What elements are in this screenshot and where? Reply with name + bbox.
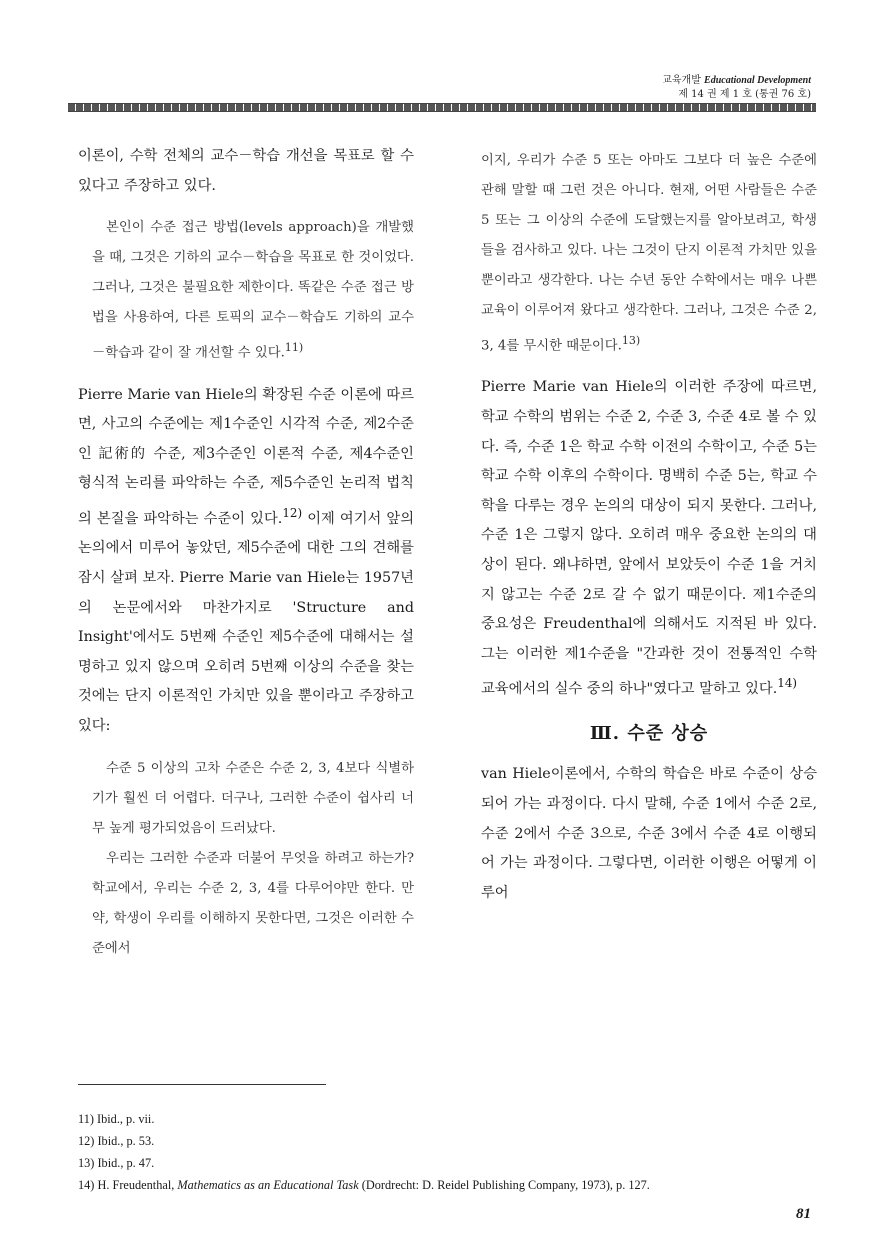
footnote-ref-14: 14) — [777, 676, 798, 691]
footnote-12: 12) Ibid., p. 53. — [78, 1134, 155, 1148]
footnote-11: 11) Ibid., p. vii. — [78, 1112, 155, 1126]
running-header — [662, 74, 811, 102]
paragraph-main-part-a: Pierre Marie van Hiele의 확장된 수준 이론에 따르면, 사고의 수준에는 제1수준인 시각적 수준, 제2수준인 記術的 수준, 제3수준인 이론적 수준, 제4수준인 형식적 논리를 파악하는 수준, 제5수준인 논리적 법칙의 본질을 파악하는 수준이 있다. — [78, 386, 414, 527]
paragraph-main — [78, 381, 414, 742]
paragraph-main-part-b: 이제 여기서 앞의 논의에서 미루어 놓았던, 제5수준에 대한 그의 견해를 잠시 살펴 보자. Pierre Marie van Hiele는 1957년의 논문에서와 마찬가지로 'Structure and Insight'에서도 5번째 수준인 제5수준에 대해서는 설명하고 있지 않으며 오히려 5번째 이상의 수준을 찾는 것에는 단지 이론적인 가치만 있을 뿐이라고 주장하고 있다: — [78, 510, 415, 734]
footnote-14-publisher: (Dordrecht: D. Reidel Publishing Company, 1973), p. 127. — [358, 1178, 650, 1192]
paragraph-intro: 이론이, 수학 전체의 교수－학습 개선을 목표로 할 수 있다고 주장하고 있다. — [78, 148, 414, 194]
paragraph-scope — [481, 373, 817, 704]
quote-1-text: 본인이 수준 접근 방법(levels approach)을 개발했을 때, 그것은 기하의 교수－학습을 목표로 한 것이었다. 그러나, 그것은 불필요한 제한이다. 똑같은 수준 접근 방법을 사용하여, 다른 토픽의 교수－학습도 기하의 교수－학습과 같이 잘 개선할 수 있다. — [92, 220, 414, 361]
block-quote-1 — [78, 213, 414, 368]
section-heading: Ⅲ. 수준 상승 — [589, 722, 709, 744]
journal-name-ko: 교육개발 — [662, 75, 701, 86]
quote-2-para-1: 수준 5 이상의 고차 수준은 수준 2, 3, 4보다 식별하기가 훨씬 더 어렵다. 더구나, 그러한 수준이 쉽사리 너무 높게 평가되었음이 드러났다. — [92, 760, 414, 836]
left-column — [78, 142, 414, 964]
footnote-ref-11: 11) — [284, 341, 304, 355]
block-quote-2-continued — [481, 146, 817, 361]
footnote-ref-12: 12) — [282, 505, 303, 520]
header-rule — [68, 103, 816, 112]
block-quote-2 — [78, 754, 414, 964]
journal-name-en: Educational Development — [704, 75, 811, 86]
footnote-14 — [78, 1174, 808, 1196]
paragraph-level-rise: van Hiele이론에서, 수학의 학습은 바로 수준이 상승되어 가는 과정이다. 다시 말해, 수준 1에서 수준 2로, 수준 2에서 수준 3으로, 수준 3에서 수준 4로 이행되어 가는 과정이다. 그렇다면, 이러한 이행은 어떻게 이루어 — [481, 766, 817, 901]
page-number: 81 — [796, 1206, 811, 1222]
paragraph-scope-text: Pierre Marie van Hiele의 이러한 주장에 따르면, 학교 수학의 범위는 수준 2, 수준 3, 수준 4로 볼 수 있다. 즉, 수준 1은 학교 수학 이전의 수학이고, 수준 5는 학교 수학 이후의 수학이다. 명백히 수준 5는, 학교 수학을 다루는 경우 논의의 대상이 되지 못한다. 그러나, 수준 1은 그렇지 않다. 오히려 매우 중요한 논의의 대상이 된다. 왜냐하면, 앞에서 보았듯이 수준 1을 거치지 않고는 수준 2로 갈 수 없기 때문이다. 제1수준의 중요성은 Freudenthal에 의해서도 지적된 바 있다. 그는 이러한 제1수준을 "간과한 것이 전통적인 수학 교육에서의 실수 중의 하나"였다고 말하고 있다. — [481, 379, 817, 698]
footnote-14-author: 14) H. Freudenthal, — [78, 1178, 178, 1192]
volume-issue: 제 14 권 제 1 호 (통권 76 호) — [678, 89, 811, 100]
footnote-13: 13) Ibid., p. 47. — [78, 1156, 155, 1170]
footnote-14-title: Mathematics as an Educational Task — [177, 1178, 359, 1192]
quote-2-para-2: 우리는 그러한 수준과 더불어 무엇을 하려고 하는가? 학교에서, 우리는 수준 2, 3, 4를 다루어야만 한다. 만약, 학생이 우리를 이해하지 못한다면, 그것은 이러한 수준에서 — [92, 850, 414, 956]
right-column — [481, 146, 817, 908]
footnote-rule — [78, 1084, 326, 1085]
quote-continued-text: 이지, 우리가 수준 5 또는 아마도 그보다 더 높은 수준에 관해 말할 때 그런 것은 아니다. 현재, 어떤 사람들은 수준 5 또는 그 이상의 수준에 도달했는지를 알아보려고, 학생들을 검사하고 있다. 나는 그것이 단지 이론적 가치만 있을 뿐이라고 생각한다. 나는 수년 동안 수학에서는 매우 나쁜 교육이 이루어져 왔다고 생각한다. 그러나, 그것은 수준 2, 3, 4를 무시한 때문이다. — [481, 153, 817, 354]
footnote-ref-13: 13) — [621, 334, 641, 347]
footnotes — [78, 1108, 808, 1196]
